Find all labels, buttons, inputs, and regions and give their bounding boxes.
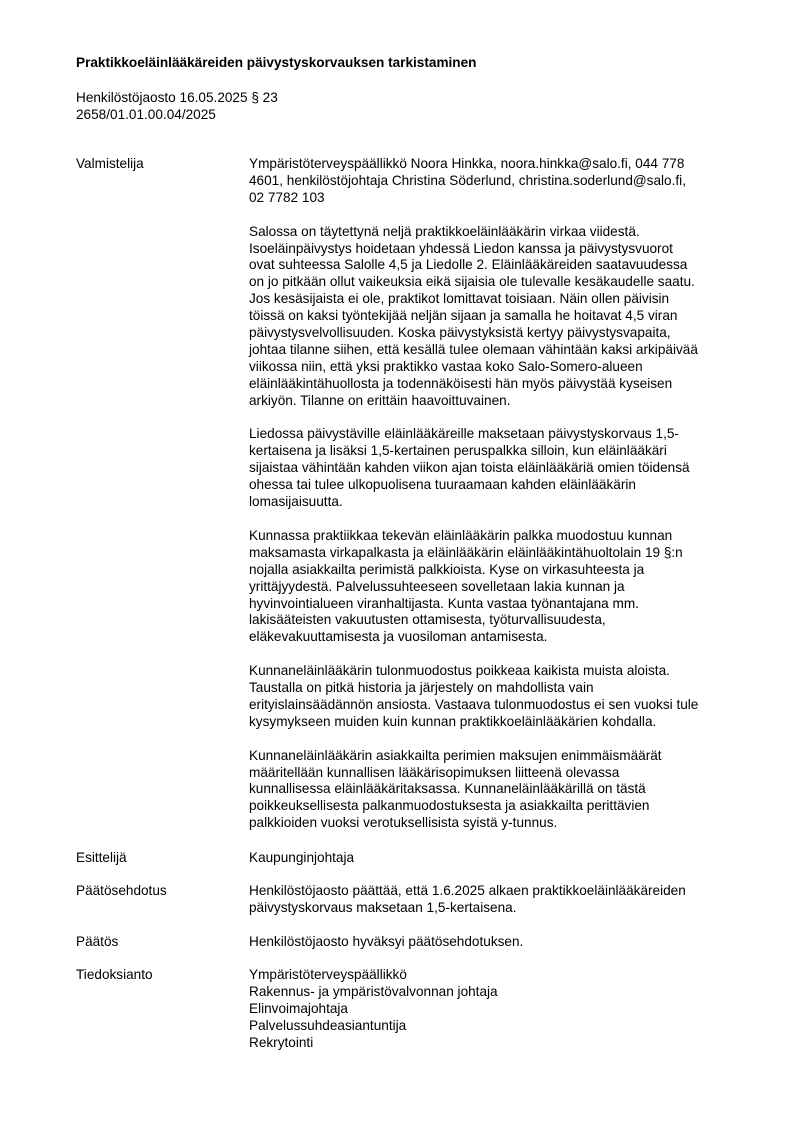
section-content-paatosehdotus [249,883,739,917]
recipient-item: Rekrytointi [249,1034,314,1050]
body-line: Liedossa päivystäville eläinlääkäreille maksetaan päivystyskorvaus 1,5- [249,426,679,442]
body-line: eläinlääkintähuollosta ja todennäköisesti hän myös päivystää kyseisen [249,375,673,391]
body-line: arkiyön. Tilanne on erittäin haavoittuvainen. [249,392,511,408]
body-line: Kunnaneläinlääkärin asiakkailta perimien maksujen enimmäismäärät [249,747,662,763]
recipient-item: Elinvoimajohtaja [249,1000,348,1016]
body-line: sijaistaa vähintään kahden viikon ajan toista eläinlääkäriä omien töidensä [249,460,690,476]
body-line: poikkeuksellisesta palkanmuodostuksesta ja asiakkailta perittävien [249,798,650,814]
body-line: eläkevakuuttamisesta ja vuosiloman antamisesta. [249,629,548,645]
body-line: päivystysvelvollisuuden. Koska päivystyksistä kertyy päivystysvapaita, [249,325,671,341]
recipient-item: Palvelussuhdeasiantuntija [249,1017,407,1033]
body-line: hyvinvointialueen viranhaltijasta. Kunta vastaa työnantajana mm. [249,595,639,611]
body-line: kysymykseen muiden kuin kunnan praktikkoeläinlääkärien kohdalla. [249,713,657,729]
contact-line: 4601, henkilöstöjohtaja Christina Söderlund, christina.soderlund@salo.fi, [249,172,686,188]
body-line: Taustalla on pitkä historia ja järjestely on mahdollista vain [249,680,594,696]
document-title: Praktikkoeläinlääkäreiden päivystyskorvauksen tarkistaminen [76,55,477,70]
body-paragraph [249,663,739,731]
body-line: lakisääteisten vakuutusten ottamisesta, työturvallisuudesta, [249,612,606,628]
section-content-esittelija [249,850,739,867]
recipient-item: Rakennus- ja ympäristövalvonnan johtaja [249,983,498,999]
section-content-paatos [249,934,739,951]
body-line: kunnallisessa eläinlääkäritaksassa. Kunnaneläinlääkärillä on tästä [249,781,646,797]
proposal-line: päivystyskorvaus maksetaan 1,5-kertaisena. [249,899,517,915]
body-line: ohessa tai tulee ulkopuolisena tuuraamaan kahden eläinlääkärin [249,477,636,493]
body-line: Jos kesäsijaista ei ole, praktikot lomittavat toisiaan. Näin ollen päivisin [249,291,670,307]
body-line: Kunnassa praktiikkaa tekevän eläinlääkärin palkka muodostuu kunnan [249,527,673,543]
body-line: Isoeläinpäivystys hoidetaan yhdessä Liedon kanssa ja päivystysvuorot [249,240,673,256]
body-line: on jo pitkään ollut vaikeuksia eikä sijaisia ole tulevalle kesäkaudelle saatu. [249,274,695,290]
body-paragraph [249,748,739,833]
body-line: määritellään kunnallisen lääkärisopimuksen liitteenä olevassa [249,764,620,780]
section-content-tiedoksianto [249,967,739,1052]
decision-value: Henkilöstöjaosto hyväksyi päätösehdotuksen. [249,934,524,949]
body-line: Kunnaneläinlääkärin tulonmuodostus poikkeaa kaikista muista aloista. [249,663,670,679]
contact-line: Ympäristöterveyspäällikkö Noora Hinkka, noora.hinkka@salo.fi, 044 778 [249,156,685,171]
body-line: töissä on kaksi työntekijää neljän sijaan ja samalla he hoitavat 4,5 viran [249,308,678,324]
body-line: johtaa tilanne siihen, että kesällä tulee olemaan vähintään kaksi arkipäivää [249,341,698,357]
body-paragraphs [249,224,739,833]
recipient-item: Ympäristöterveyspäällikkö [249,967,407,982]
body-line: nojalla asiakkailta perimistä palkkioista. Kyse on virkasuhteesta ja [249,561,645,577]
body-line: maksamasta virkapalkasta ja eläinlääkärin eläinlääkintähuoltolain 19 §:n [249,544,683,560]
section-content-valmistelija [249,156,739,832]
section-label-tiedoksianto: Tiedoksianto [76,967,153,982]
section-label-paatos: Päätös [76,934,119,949]
body-line: ovat suhteessa Salolle 4,5 ja Liedolle 2. Eläinlääkäreiden saatavuudessa [249,257,688,273]
body-line: viikossa niin, että yksi praktikko vastaa koko Salo-Somero-alueen [249,358,643,374]
meeting-reference: Henkilöstöjaosto 16.05.2025 § 23 [76,90,278,105]
section-label-paatosehdotus: Päätösehdotus [76,883,167,898]
presenter-value: Kaupunginjohtaja [249,850,355,865]
body-paragraph [249,426,739,511]
body-paragraph [249,224,739,410]
proposal-line: Henkilöstöjaosto päättää, että 1.6.2025 alkaen praktikkoeläinlääkäreiden [249,883,686,898]
contact-line: 02 7782 103 [249,189,325,205]
body-line: kertaisena ja lisäksi 1,5-kertainen peruspalkka silloin, kun eläinlääkäri [249,443,667,459]
record-number: 2658/01.01.00.04/2025 [76,106,216,122]
document-meta [76,90,278,124]
body-paragraph [249,528,739,646]
body-line: yrittäjyydestä. Palvelussuhteeseen sovelletaan lakia kunnan ja [249,578,625,594]
contact-paragraph [249,156,739,207]
body-line: lomasijaisuutta. [249,494,343,510]
body-line: Salossa on täytettynä neljä praktikkoeläinlääkärin virkaa viidestä. [249,223,640,239]
section-label-valmistelija: Valmistelija [76,156,144,171]
body-line: erityislainsäädännön ansiosta. Vastaava tulonmuodostus ei sen vuoksi tule [249,696,699,712]
section-label-esittelija: Esittelijä [76,850,127,865]
body-line: palkkioiden vuoksi verotuksellisista syistä y-tunnus. [249,815,558,831]
